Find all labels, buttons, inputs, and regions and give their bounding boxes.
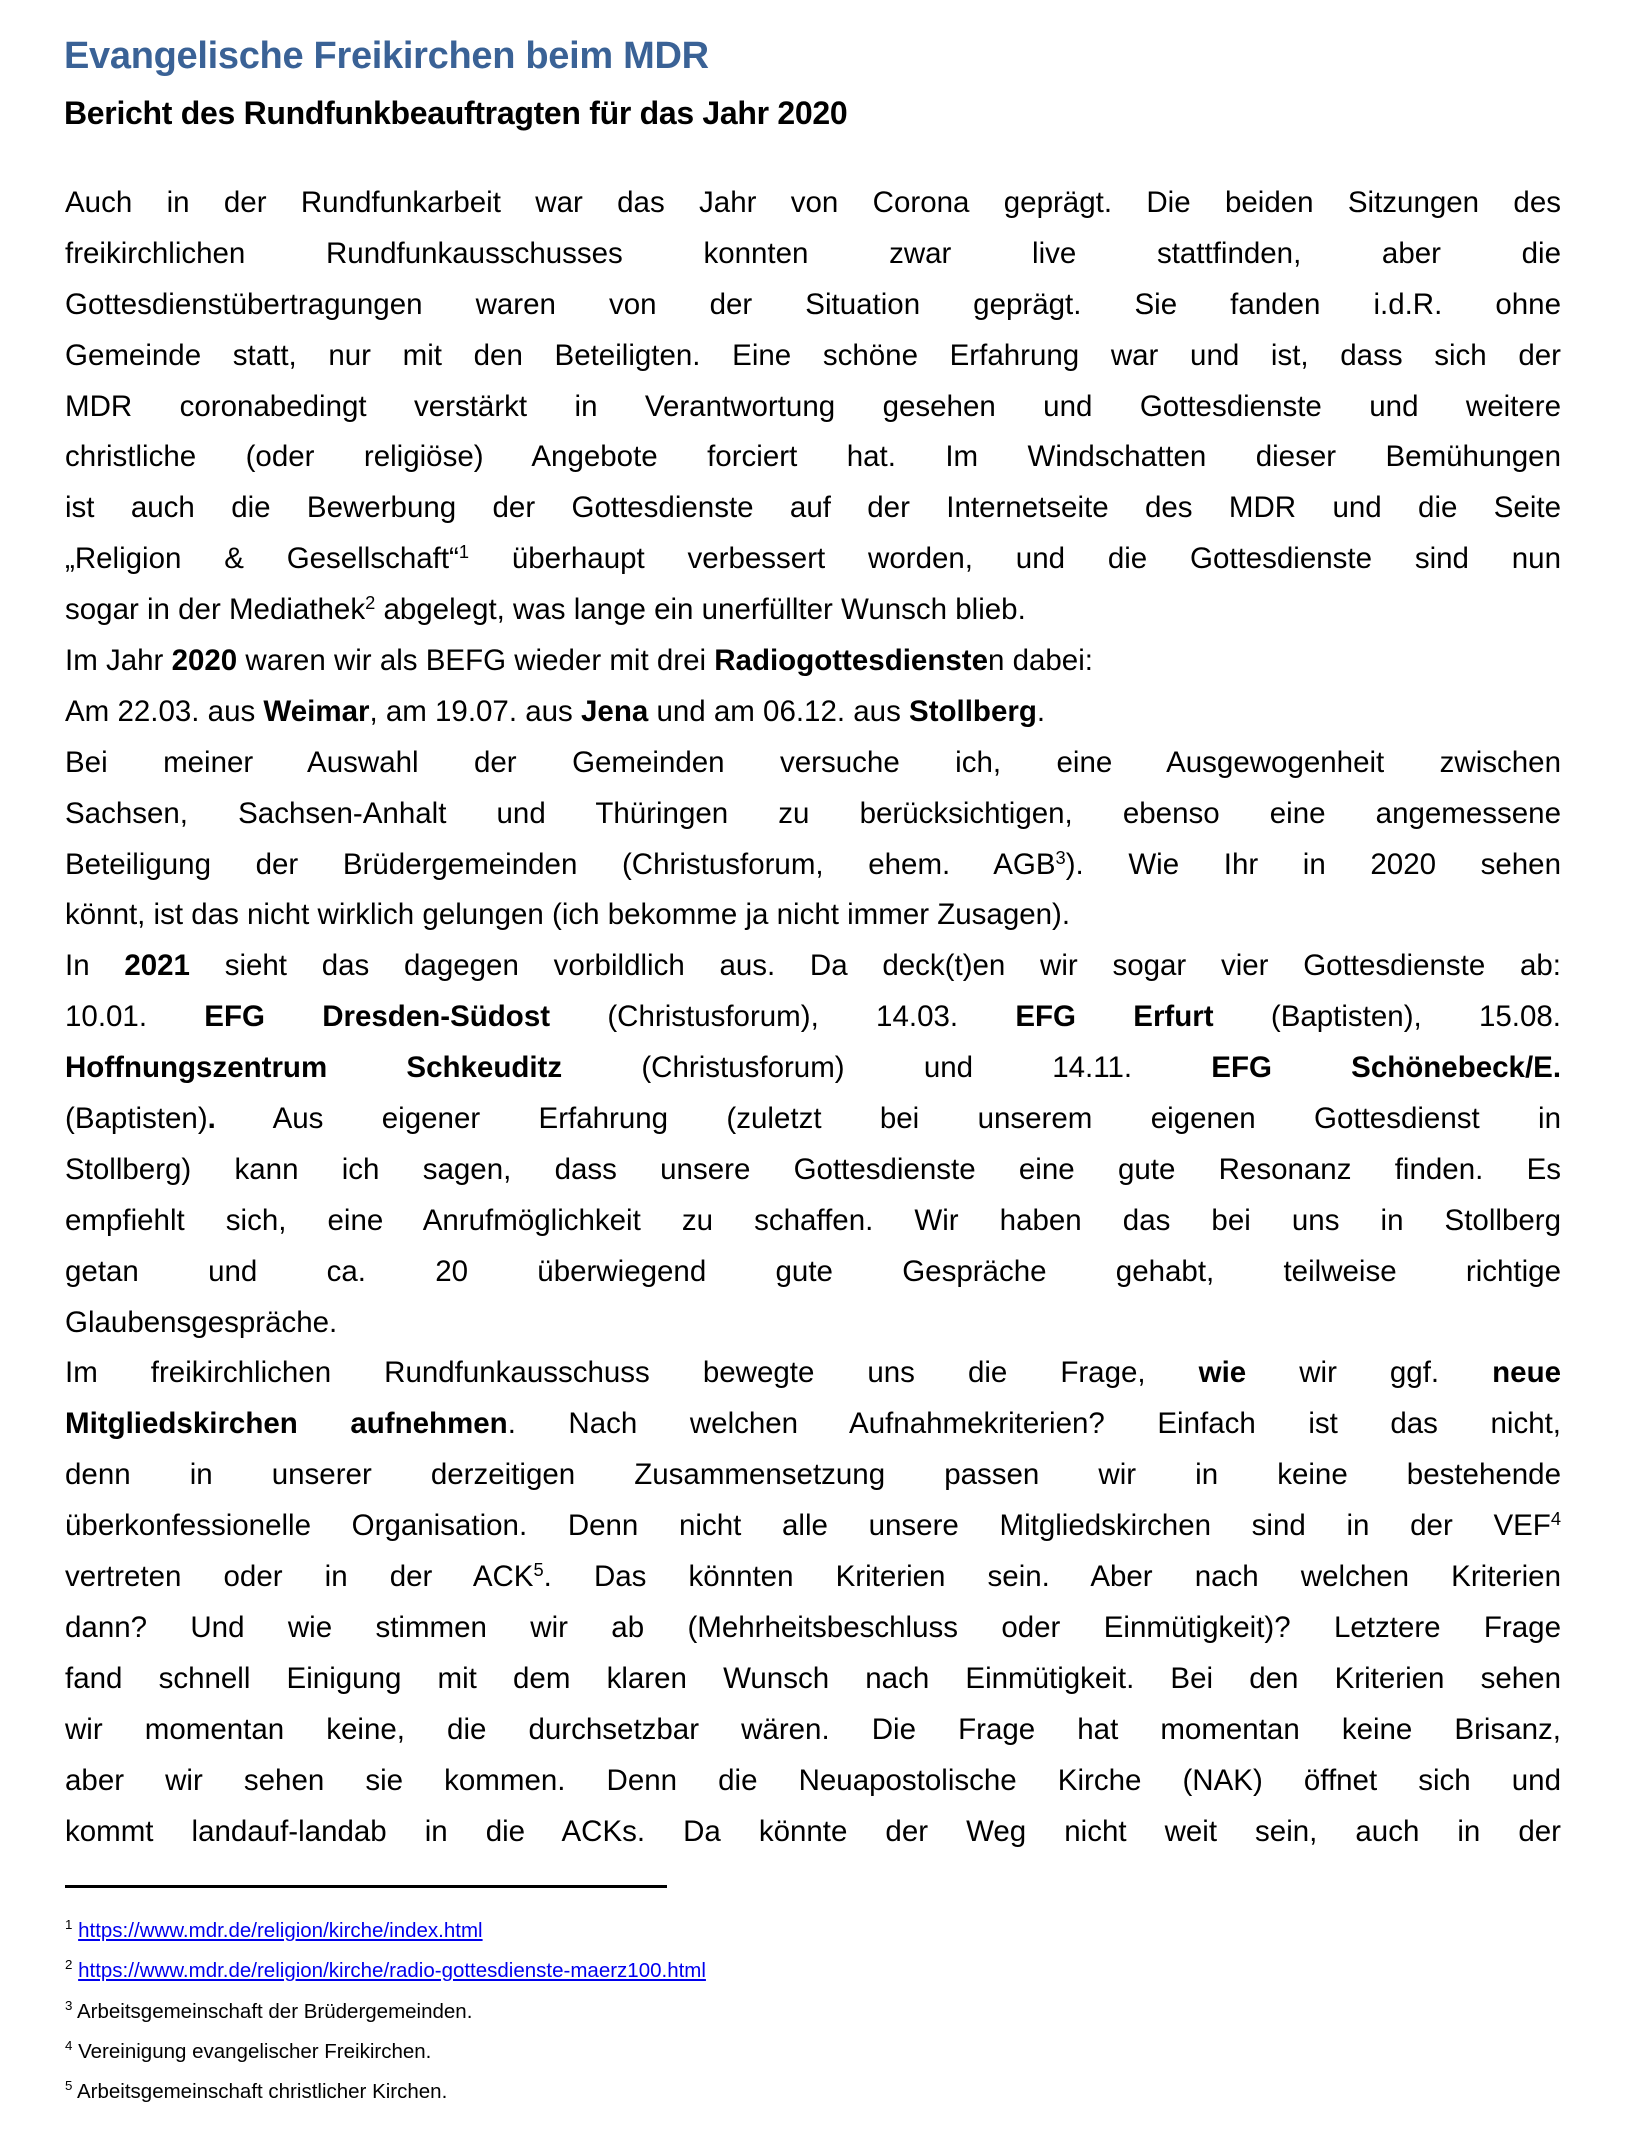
text-segment: 10.01. bbox=[65, 1000, 205, 1034]
footnote-reference[interactable]: 4 bbox=[1550, 1508, 1561, 1530]
text-segment: überhaupt verbessert worden, und die Gottesdienste sind nun bbox=[469, 542, 1561, 576]
text-line bbox=[65, 1298, 1561, 1349]
text-segment: „Religion & Gesellschaft“ bbox=[65, 542, 459, 576]
text-segment: Gemeinde statt, nur mit den Beteiligten. Eine schöne Erfahrung war und ist, dass sich der bbox=[65, 338, 1561, 372]
text-segment: abgelegt, was lange ein unerfüllter Wunsch blieb. bbox=[375, 593, 1026, 627]
footnote-reference[interactable]: 2 bbox=[365, 592, 376, 614]
footnote-reference[interactable]: 1 bbox=[458, 541, 470, 563]
text-segment: , am 19.07. aus bbox=[369, 694, 581, 728]
text-segment: Bei meiner Auswahl der Gemeinden versuche ich, eine Ausgewogenheit zwischen bbox=[65, 745, 1561, 779]
text-line bbox=[65, 636, 1561, 687]
text-line bbox=[65, 1043, 1561, 1094]
text-line bbox=[65, 890, 1561, 941]
text-line bbox=[65, 1705, 1561, 1756]
text-segment: (Christusforum), 14.03. bbox=[550, 1000, 1016, 1034]
text-line bbox=[65, 1603, 1561, 1654]
footnote-number: 4 bbox=[65, 2037, 73, 2053]
text-segment: fand schnell Einigung mit dem klaren Wunsch nach Einmütigkeit. Bei den Kriterien sehen bbox=[65, 1661, 1561, 1695]
text-segment: überkonfessionelle Organisation. Denn nicht alle unsere Mitgliedskirchen sind in der VEF bbox=[65, 1509, 1551, 1543]
text-line bbox=[65, 280, 1561, 331]
bold-text: wie bbox=[1198, 1356, 1247, 1390]
document-title: Evangelische Freikirchen beim MDR bbox=[64, 35, 709, 77]
footnote-number: 5 bbox=[65, 2078, 73, 2094]
text-line bbox=[65, 1501, 1561, 1552]
text-segment: christliche (oder religiöse) Angebote forciert hat. Im Windschatten dieser Bemühungen bbox=[65, 440, 1561, 474]
text-segment: dann? Und wie stimmen wir ab (Mehrheitsbeschluss oder Einmütigkeit)? Letztere Frage bbox=[65, 1610, 1561, 1644]
text-segment: sogar in der Mediathek bbox=[65, 593, 366, 627]
text-line bbox=[65, 840, 1561, 891]
text-segment: Im Jahr bbox=[65, 644, 172, 678]
text-segment: wir ggf. bbox=[1246, 1356, 1493, 1390]
text-segment: sieht das dagegen vorbildlich aus. Da deck(t)en wir sogar vier Gottesdienste ab: bbox=[189, 949, 1561, 983]
text-line bbox=[65, 382, 1561, 433]
bold-text: EFG Dresden-Südost bbox=[204, 1000, 551, 1034]
text-line bbox=[65, 941, 1561, 992]
text-line bbox=[65, 1807, 1561, 1858]
bold-text: 2020 bbox=[171, 644, 238, 678]
text-segment: ist auch die Bewerbung der Gottesdienste auf der Internetseite des MDR und die Seite bbox=[65, 491, 1561, 525]
bold-text: Stollberg bbox=[909, 694, 1037, 728]
text-line bbox=[65, 1196, 1561, 1247]
text-segment: Aus eigener Erfahrung (zuletzt bei unserem eigenen Gottesdienst in bbox=[215, 1102, 1561, 1136]
text-line bbox=[65, 585, 1561, 636]
text-segment: Glaubensgespräche. bbox=[65, 1305, 338, 1339]
text-segment: empfiehlt sich, eine Anrufmöglichkeit zu schaffen. Wir haben das bei uns in Stollberg bbox=[65, 1203, 1561, 1237]
text-segment: Stollberg) kann ich sagen, dass unsere Gottesdienste eine gute Resonanz finden. Es bbox=[65, 1152, 1561, 1186]
text-line bbox=[65, 1145, 1561, 1196]
text-segment: (Christusforum) und 14.11. bbox=[562, 1051, 1212, 1085]
bold-text: Weimar bbox=[263, 694, 370, 728]
text-segment: . Nach welchen Aufnahmekriterien? Einfach ist das nicht, bbox=[507, 1407, 1561, 1441]
text-line bbox=[65, 1552, 1561, 1603]
footnote-4 bbox=[65, 2032, 706, 2072]
text-segment: ). Wie Ihr in 2020 sehen bbox=[1065, 847, 1561, 881]
text-segment: . Das könnten Kriterien sein. Aber nach welchen Kriterien bbox=[543, 1560, 1561, 1594]
text-segment: MDR coronabedingt verstärkt in Verantwortung gesehen und Gottesdienste und weitere bbox=[65, 389, 1561, 423]
text-segment: freikirchlichen Rundfunkausschusses konnten zwar live stattfinden, aber die bbox=[65, 236, 1561, 270]
text-segment: n dabei: bbox=[987, 644, 1093, 678]
text-line bbox=[65, 1348, 1561, 1399]
footnote-text: Vereinigung evangelischer Freikirchen. bbox=[78, 2039, 432, 2063]
text-segment: Sachsen, Sachsen-Anhalt und Thüringen zu berücksichtigen, ebenso eine angemessene bbox=[65, 796, 1561, 830]
document-subtitle: Bericht des Rundfunkbeauftragten für das Jahr 2020 bbox=[64, 95, 848, 131]
bold-text: Mitgliedskirchen aufnehmen bbox=[65, 1407, 508, 1441]
bold-text: 2021 bbox=[124, 949, 190, 983]
text-line bbox=[65, 229, 1561, 280]
bold-text: Jena bbox=[581, 694, 649, 728]
footnote-text: Arbeitsgemeinschaft christlicher Kirchen. bbox=[76, 2080, 448, 2104]
text-line bbox=[65, 992, 1561, 1043]
text-segment: aber wir sehen sie kommen. Denn die Neuapostolische Kirche (NAK) öffnet sich und bbox=[65, 1763, 1561, 1797]
text-line bbox=[65, 534, 1561, 585]
text-segment: In bbox=[65, 949, 125, 983]
text-line bbox=[65, 1247, 1561, 1298]
bold-text: EFG Schönebeck/E. bbox=[1211, 1051, 1562, 1085]
text-line bbox=[65, 483, 1561, 534]
text-line bbox=[65, 687, 1561, 738]
body-text bbox=[65, 178, 1561, 1857]
footnote-reference[interactable]: 3 bbox=[1055, 846, 1066, 868]
text-line bbox=[65, 432, 1561, 483]
footnote-number: 1 bbox=[65, 1917, 73, 1933]
text-segment: Im freikirchlichen Rundfunkausschuss bewegte uns die Frage, bbox=[65, 1356, 1199, 1390]
footnotes bbox=[65, 1911, 706, 2112]
bold-text: Radiogottesdienste bbox=[714, 644, 988, 678]
text-line bbox=[65, 178, 1561, 229]
text-line bbox=[65, 789, 1561, 840]
footnote-text: Arbeitsgemeinschaft der Brüdergemeinden. bbox=[76, 1999, 473, 2023]
footnote-number: 3 bbox=[65, 1997, 73, 2013]
text-segment: waren wir als BEFG wieder mit drei bbox=[237, 644, 715, 678]
text-line bbox=[65, 1399, 1561, 1450]
text-line bbox=[65, 1094, 1561, 1145]
bold-text: neue bbox=[1492, 1356, 1561, 1390]
bold-text: . bbox=[207, 1102, 216, 1136]
text-segment: könnt, ist das nicht wirklich gelungen (ich bekomme ja nicht immer Zusagen). bbox=[65, 898, 1071, 932]
footnote-number: 2 bbox=[65, 1957, 73, 1973]
text-line bbox=[65, 331, 1561, 382]
bold-text: Hoffnungszentrum Schkeuditz bbox=[65, 1051, 563, 1085]
footnote-2 bbox=[65, 1951, 706, 1991]
text-segment: getan und ca. 20 überwiegend gute Gespräche gehabt, teilweise richtige bbox=[65, 1254, 1561, 1288]
text-segment: denn in unserer derzeitigen Zusammensetzung passen wir in keine bestehende bbox=[65, 1458, 1561, 1492]
text-line bbox=[65, 738, 1561, 789]
text-segment: Auch in der Rundfunkarbeit war das Jahr von Corona geprägt. Die beiden Sitzungen des bbox=[65, 186, 1561, 219]
text-segment: wir momentan keine, die durchsetzbar wären. Die Frage hat momentan keine Brisanz, bbox=[65, 1712, 1561, 1746]
text-segment: und am 06.12. aus bbox=[648, 694, 910, 728]
text-segment: Beteiligung der Brüdergemeinden (Christusforum, ehem. AGB bbox=[65, 847, 1056, 881]
text-segment: (Baptisten), 15.08. bbox=[1213, 1000, 1562, 1034]
footnote-reference[interactable]: 5 bbox=[533, 1559, 544, 1580]
text-line bbox=[65, 1450, 1561, 1501]
text-segment: . bbox=[1036, 694, 1046, 728]
text-segment: Gottesdienstübertragungen waren von der Situation geprägt. Sie fanden i.d.R. ohne bbox=[65, 287, 1561, 321]
footnote-5 bbox=[65, 2072, 706, 2112]
text-segment: Am 22.03. aus bbox=[65, 694, 264, 728]
footnote-3 bbox=[65, 1992, 706, 2032]
footnote-1 bbox=[65, 1911, 706, 1951]
text-segment: kommt landauf-landab in die ACKs. Da könnte der Weg nicht weit sein, auch in der bbox=[65, 1814, 1561, 1848]
footnote-separator bbox=[65, 1885, 667, 1888]
text-line bbox=[65, 1654, 1561, 1705]
text-segment: vertreten oder in der ACK bbox=[65, 1560, 534, 1594]
footnote-link[interactable]: https://www.mdr.de/religion/kirche/radio-gottesdienste-maerz100.html bbox=[78, 1959, 706, 1983]
text-segment: (Baptisten) bbox=[65, 1102, 208, 1136]
bold-text: EFG Erfurt bbox=[1015, 1000, 1214, 1034]
footnote-link[interactable]: https://www.mdr.de/religion/kirche/index.html bbox=[78, 1919, 483, 1942]
text-line bbox=[65, 1756, 1561, 1807]
